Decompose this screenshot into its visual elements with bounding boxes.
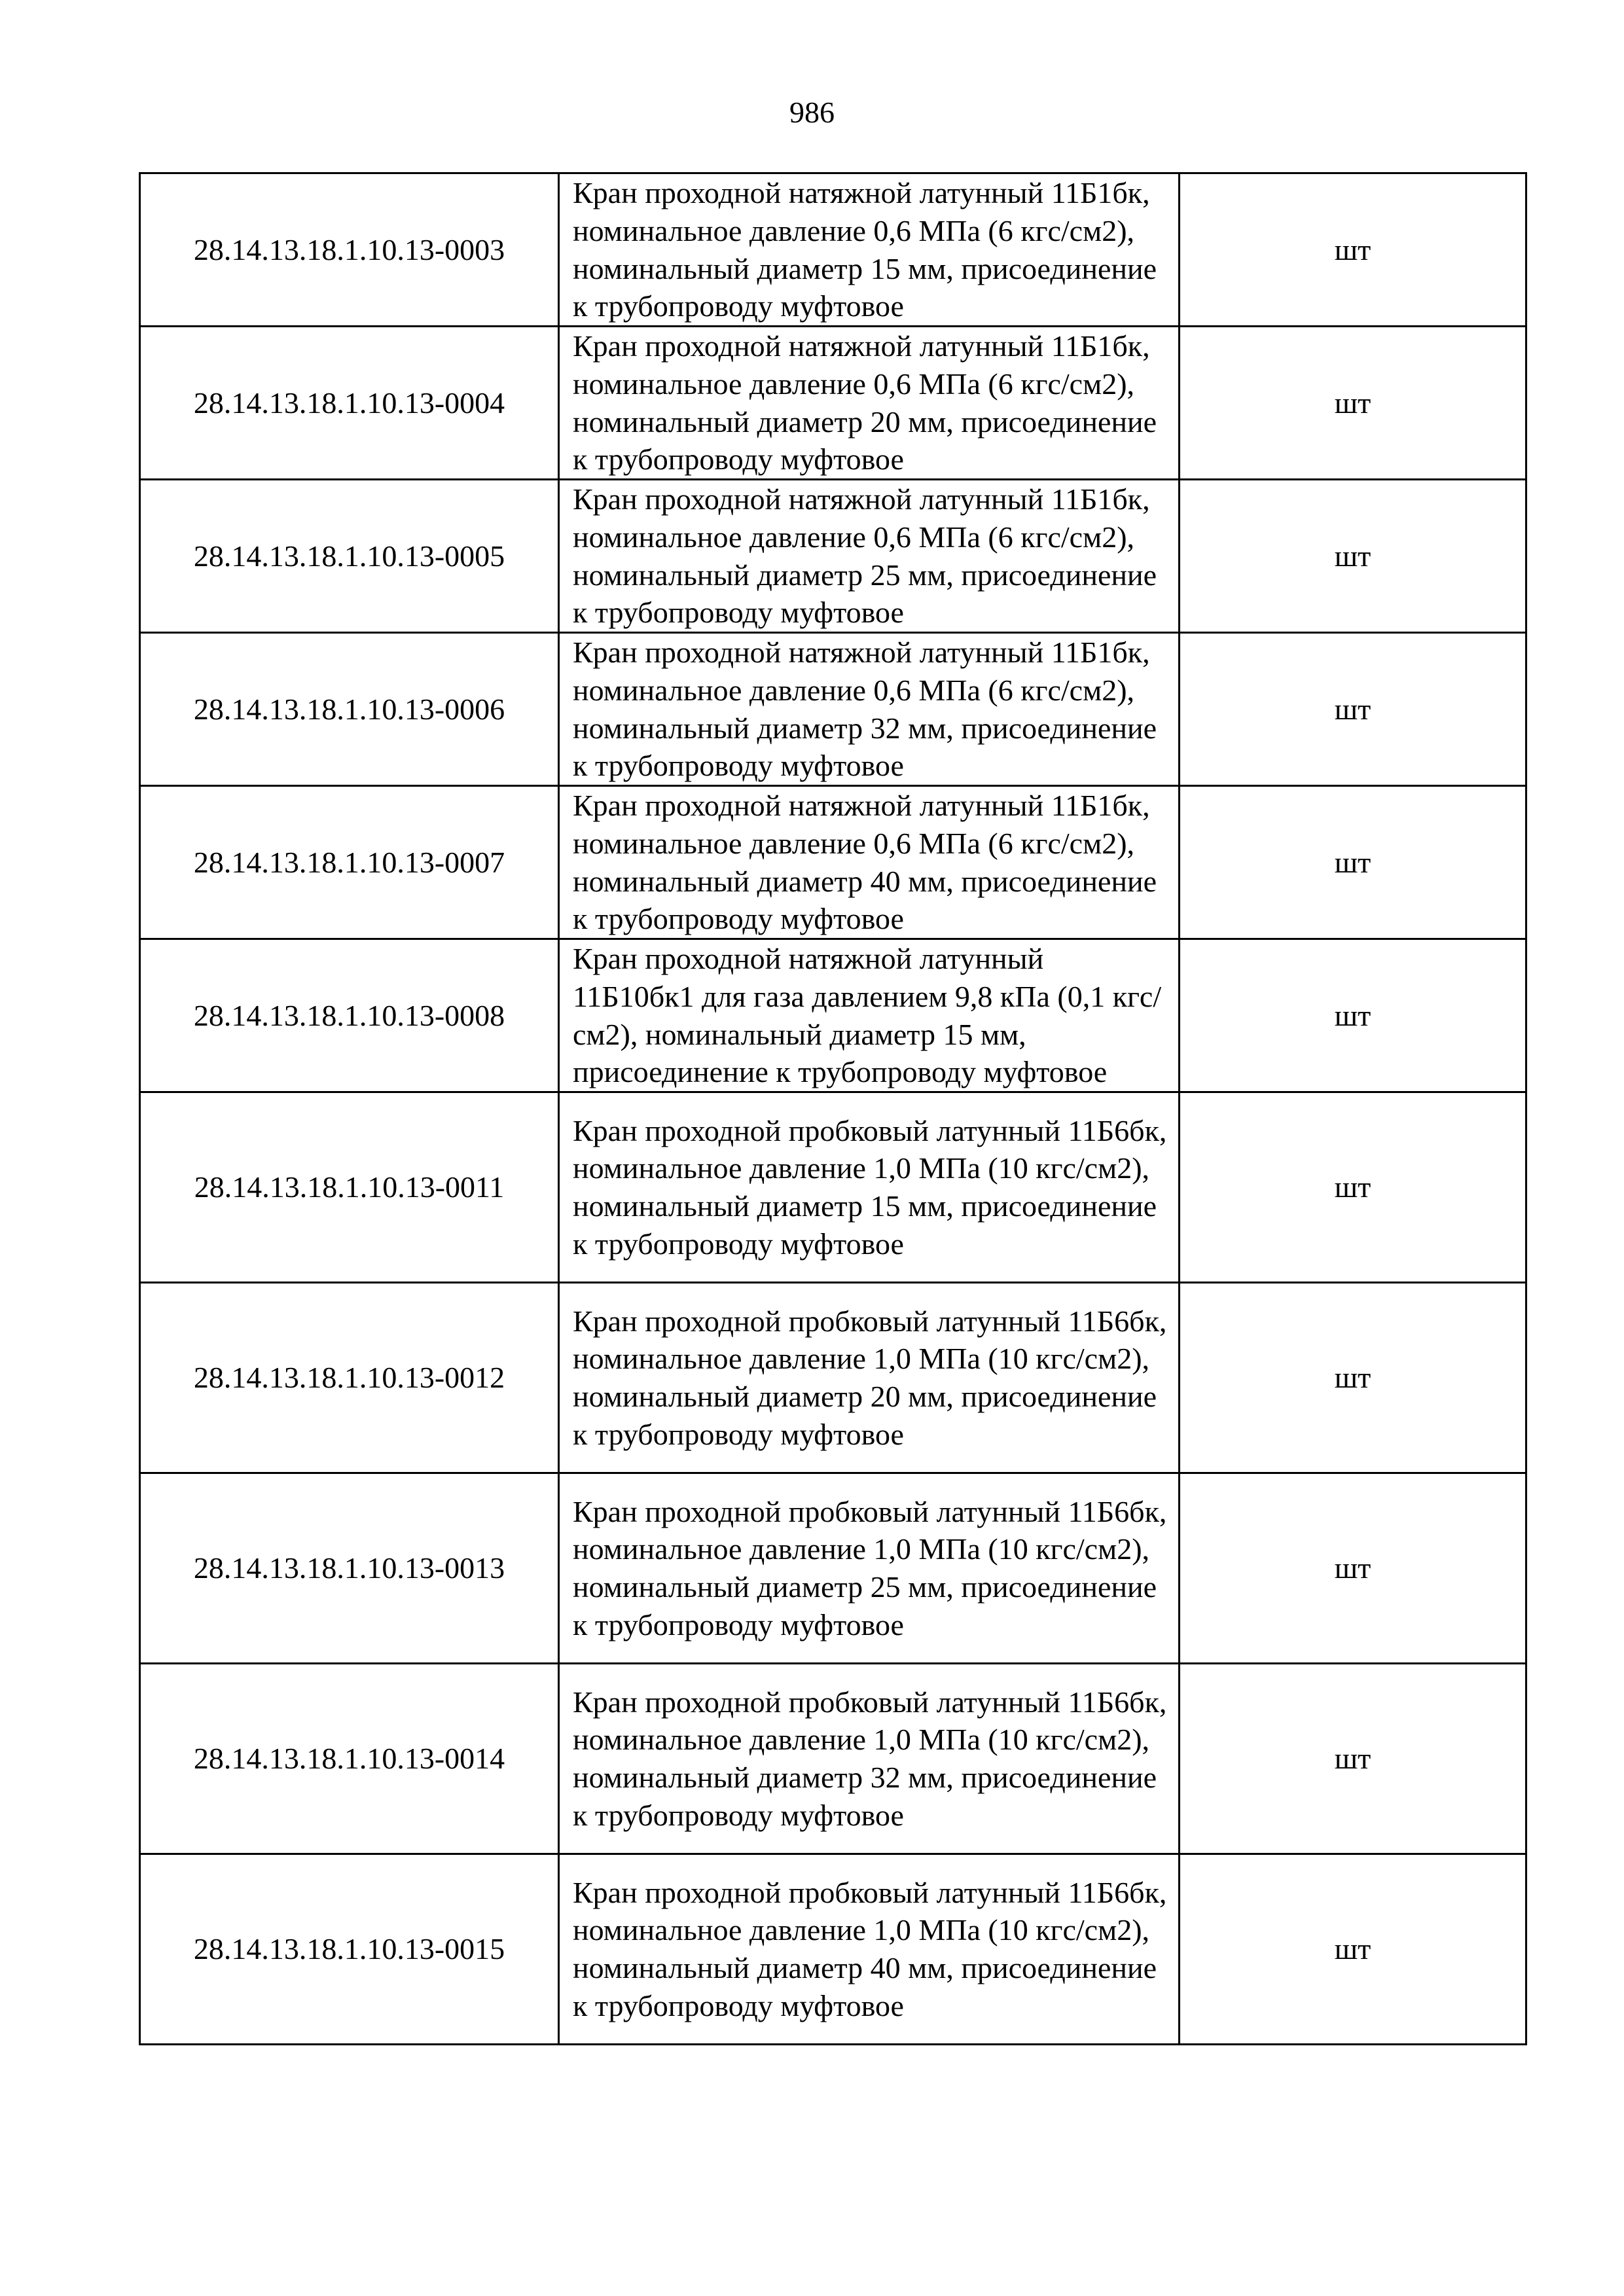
table-row xyxy=(140,173,1526,327)
item-unit: шт xyxy=(1180,786,1526,939)
table-row xyxy=(140,786,1526,939)
item-code: 28.14.13.18.1.10.13-0011 xyxy=(140,1092,559,1283)
table-row xyxy=(140,327,1526,480)
item-name: Кран проходной натяжной латунный 11Б1бк, номинальное давление 0,6 МПа (6 кгс/см2), номинальный диаметр 40 мм, присоединение к трубопроводу муфтовое xyxy=(559,786,1180,939)
item-code: 28.14.13.18.1.10.13-0005 xyxy=(140,480,559,633)
item-unit: шт xyxy=(1180,1854,1526,2045)
item-code: 28.14.13.18.1.10.13-0007 xyxy=(140,786,559,939)
item-unit: шт xyxy=(1180,1283,1526,1473)
item-code: 28.14.13.18.1.10.13-0008 xyxy=(140,939,559,1092)
page-number: 986 xyxy=(789,96,835,129)
catalog-table xyxy=(139,172,1527,2045)
item-code: 28.14.13.18.1.10.13-0012 xyxy=(140,1283,559,1473)
item-unit: шт xyxy=(1180,633,1526,786)
table-row xyxy=(140,480,1526,633)
item-name: Кран проходной пробковый латунный 11Б6бк, номинальное давление 1,0 МПа (10 кгс/см2), номинальный диаметр 15 мм, присоединение к трубопроводу муфтовое xyxy=(559,1092,1180,1283)
item-code: 28.14.13.18.1.10.13-0006 xyxy=(140,633,559,786)
item-name: Кран проходной пробковый латунный 11Б6бк, номинальное давление 1,0 МПа (10 кгс/см2), номинальный диаметр 32 мм, присоединение к трубопроводу муфтовое xyxy=(559,1664,1180,1854)
item-code: 28.14.13.18.1.10.13-0004 xyxy=(140,327,559,480)
item-unit: шт xyxy=(1180,1664,1526,1854)
table-row xyxy=(140,633,1526,786)
item-name: Кран проходной пробковый латунный 11Б6бк, номинальное давление 1,0 МПа (10 кгс/см2), номинальный диаметр 40 мм, присоединение к трубопроводу муфтовое xyxy=(559,1854,1180,2045)
item-unit: шт xyxy=(1180,327,1526,480)
table-row xyxy=(140,1092,1526,1283)
item-code: 28.14.13.18.1.10.13-0014 xyxy=(140,1664,559,1854)
item-unit: шт xyxy=(1180,173,1526,327)
item-name: Кран проходной натяжной латунный 11Б1бк, номинальное давление 0,6 МПа (6 кгс/см2), номинальный диаметр 15 мм, присоединение к трубопроводу муфтовое xyxy=(559,173,1180,327)
table-row xyxy=(140,1283,1526,1473)
item-unit: шт xyxy=(1180,1473,1526,1664)
item-name: Кран проходной натяжной латунный 11Б1бк, номинальное давление 0,6 МПа (6 кгс/см2), номинальный диаметр 32 мм, присоединение к трубопроводу муфтовое xyxy=(559,633,1180,786)
table-row xyxy=(140,1664,1526,1854)
item-name: Кран проходной натяжной латунный 11Б10бк1 для газа давлением 9,8 кПа (0,1 кгс/см2), номинальный диаметр 15 мм, присоединение к трубопроводу муфтовое xyxy=(559,939,1180,1092)
item-name: Кран проходной натяжной латунный 11Б1бк, номинальное давление 0,6 МПа (6 кгс/см2), номинальный диаметр 20 мм, присоединение к трубопроводу муфтовое xyxy=(559,327,1180,480)
item-code: 28.14.13.18.1.10.13-0015 xyxy=(140,1854,559,2045)
item-unit: шт xyxy=(1180,939,1526,1092)
item-unit: шт xyxy=(1180,480,1526,633)
item-code: 28.14.13.18.1.10.13-0003 xyxy=(140,173,559,327)
table-row xyxy=(140,1854,1526,2045)
item-unit: шт xyxy=(1180,1092,1526,1283)
item-name: Кран проходной пробковый латунный 11Б6бк, номинальное давление 1,0 МПа (10 кгс/см2), номинальный диаметр 20 мм, присоединение к трубопроводу муфтовое xyxy=(559,1283,1180,1473)
item-code: 28.14.13.18.1.10.13-0013 xyxy=(140,1473,559,1664)
item-name: Кран проходной натяжной латунный 11Б1бк, номинальное давление 0,6 МПа (6 кгс/см2), номинальный диаметр 25 мм, присоединение к трубопроводу муфтовое xyxy=(559,480,1180,633)
table-row xyxy=(140,1473,1526,1664)
item-name: Кран проходной пробковый латунный 11Б6бк, номинальное давление 1,0 МПа (10 кгс/см2), номинальный диаметр 25 мм, присоединение к трубопроводу муфтовое xyxy=(559,1473,1180,1664)
table-row xyxy=(140,939,1526,1092)
